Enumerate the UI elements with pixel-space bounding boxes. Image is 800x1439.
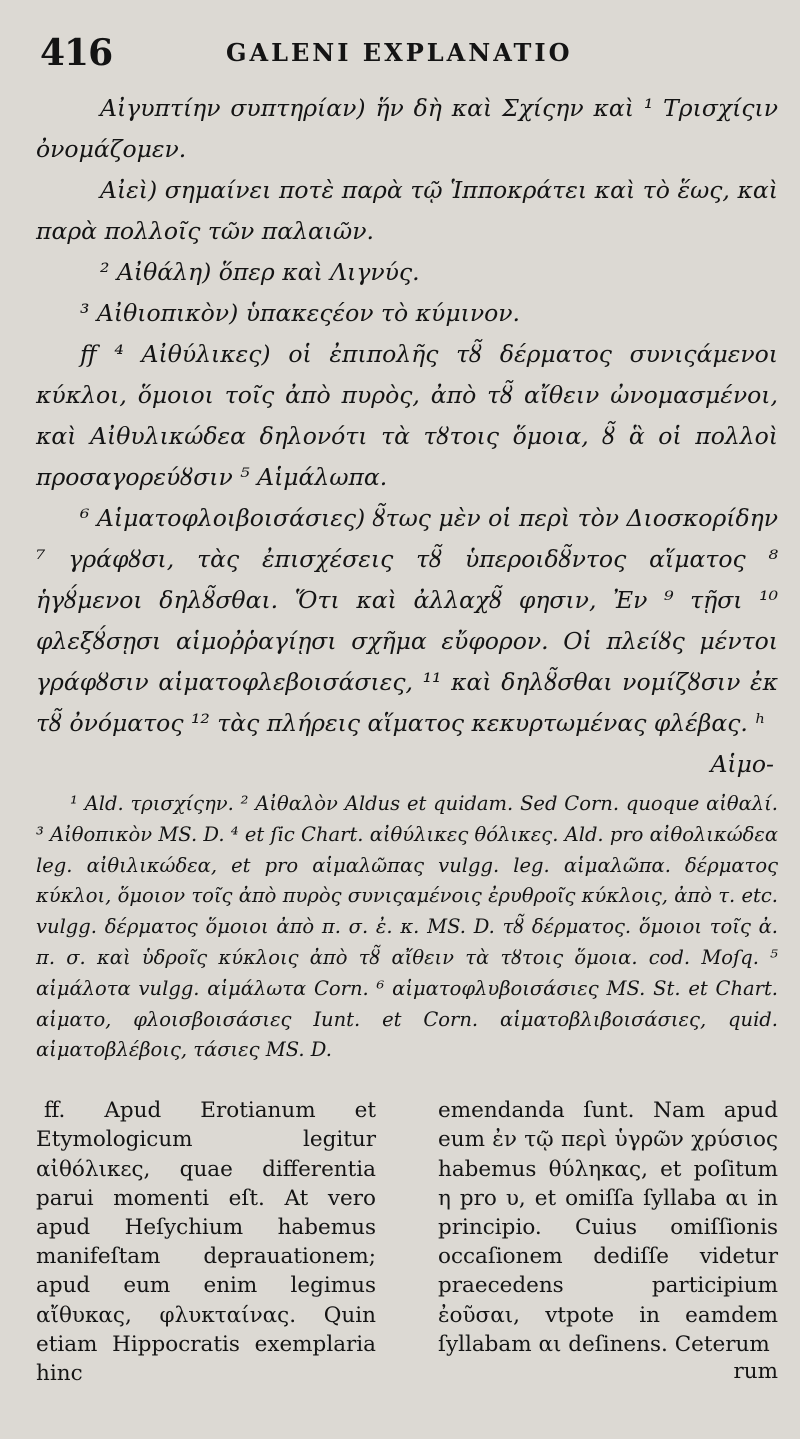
commentary-right-column: [438, 1096, 778, 1388]
commentary-left-column: [36, 1096, 376, 1388]
commentary-text: emendanda ſunt. Nam apud eum ἐν τῷ περὶ ὑγρῶν χρύσιος habemus θύληκας, et poſitum η pro υ, et omiſſa ſyllaba αι in principio. Cuius omiſſionis occaſionem dediſſe videtur praecedens participium ἐοῦσαι, vtpote in eamdem ſyllabam αι deſinens. Ceterum: [438, 1098, 778, 1357]
commentary: [36, 1096, 778, 1388]
running-title: GALENI EXPLANATIO: [226, 38, 573, 67]
catchword: Αἱμο-: [710, 750, 774, 778]
main-paragraph: ² Αἰθάλη) ὅπερ καὶ Λιγνύς.: [100, 258, 420, 286]
main-text: [36, 88, 778, 785]
commentary-catchword: rum: [733, 1359, 778, 1384]
page-header: [36, 28, 778, 76]
page-number: 416: [40, 32, 113, 74]
main-paragraph: ⁶ Αἱματοφλοιβοισάσιες) ȣ̃τως μὲν οἱ περὶ τὸν Διοσκορίδην ⁷ γράφȣσι, τὰς ἐπισχέσεις τȣ̃ ὑπεροιδȣ̃ντος αἵματος ⁸ ἡγȣ́μενοι δηλȣ̃σθαι. Ὅτι καὶ ἀλλαχȣ̃ φησιν, Ἐν ⁹ τῇσι ¹⁰ φλεξȣ́σῃσι αἱμοῤῥαγίῃσι σχῆμα εὔφορον. Οἱ πλείȣς μέντοι γράφȣσιν αἱματοφλεβοισάσιες, ¹¹ καὶ δηλȣ̃σθαι νομίζȣσιν ἐκ τȣ̃ ὀνόματος ¹² τὰς πλήρεις αἵματος κεκυρτωμένας φλέβας. ʰ: [36, 504, 778, 737]
footnote-text: ¹ Ald. τρισχίςην. ² Αἰθαλὸν Aldus et quidam. Sed Corn. quoque αἰθαλί. ³ Αἰθοπικὸν MS. D. ⁴ et ſic Chart. αἰθύλικες θόλικες. Ald. pro αἰθολικώδεα leg. αἰθιλικώδεα, et pro αἱμαλῶπας vulgg. leg. αἱμαλῶπα. δέρματος κύκλοι, ὅμοιον τοῖς ἀπὸ πυρὸς συνιςαμένοις ἐρυθροῖς κύκλοις, ἀπὸ τ. etc. vulgg. δέρματος ὅμοιοι ἀπὸ π. σ. ἐ. κ. MS. D. τȣ̃ δέρματος. ὅμοιοι τοῖς ἀ. π. σ. καὶ ὑδροῖς κύκλοις ἀπὸ τȣ̃ αἴθειν τὰ τȣτοις ὅμοια. cod. Moſq. ⁵ αἱμάλοτα vulgg. αἱμάλωτα Corn. ⁶ αἱματοφλυβοισάσιες MS. St. et Chart. αἱματο, φλοισβοισάσιες Iunt. et Corn. αἱματοβλιβοισάσιες, quid. αἱματοβλέβοις, τάσιες MS. D.: [36, 792, 778, 1062]
commentary-text: ff. Apud Erotianum et Etymologicum legitur αἰθόλικες, quae differentia parui momenti eſt. At vero apud Heſychium habemus manifeſtam deprauationem; apud eum enim legimus αἴθυκας, φλυκταίνας. Quin etiam Hippocratis exemplaria hinc: [36, 1098, 376, 1386]
main-paragraph: ff ⁴ Αἰθύλικες) οἱ ἐπιπολῆς τȣ̃ δέρματος συνιςάμενοι κύκλοι, ὅμοιοι τοῖς ἀπὸ πυρὸς, ἀπὸ τȣ̃ αἴθειν ὠνομασμένοι, καὶ Αἰθυλικώδεα δηλονότι τὰ τȣτοις ὅμοια, ȣ̃ ἃ οἱ πολλοὶ προσαγορεύȣσιν ⁵ Αἱμάλωπα.: [36, 340, 778, 491]
main-paragraph: Αἰγυπτίην συπτηρίαν) ἥν δὴ καὶ Σχίςην καὶ ¹ Τρισχίςιν ὀνομάζομεν.: [36, 94, 778, 163]
main-paragraph: ³ Αἰθιοπικὸν) ὑπακεςέον τὸ κύμινον.: [80, 299, 521, 327]
main-paragraph: Αἰεὶ) σημαίνει ποτὲ παρὰ τῷ Ἱπποκράτει καὶ τὸ ἕως, καὶ παρὰ πολλοῖς τῶν παλαιῶν.: [36, 176, 778, 245]
footnotes: [36, 789, 778, 1066]
